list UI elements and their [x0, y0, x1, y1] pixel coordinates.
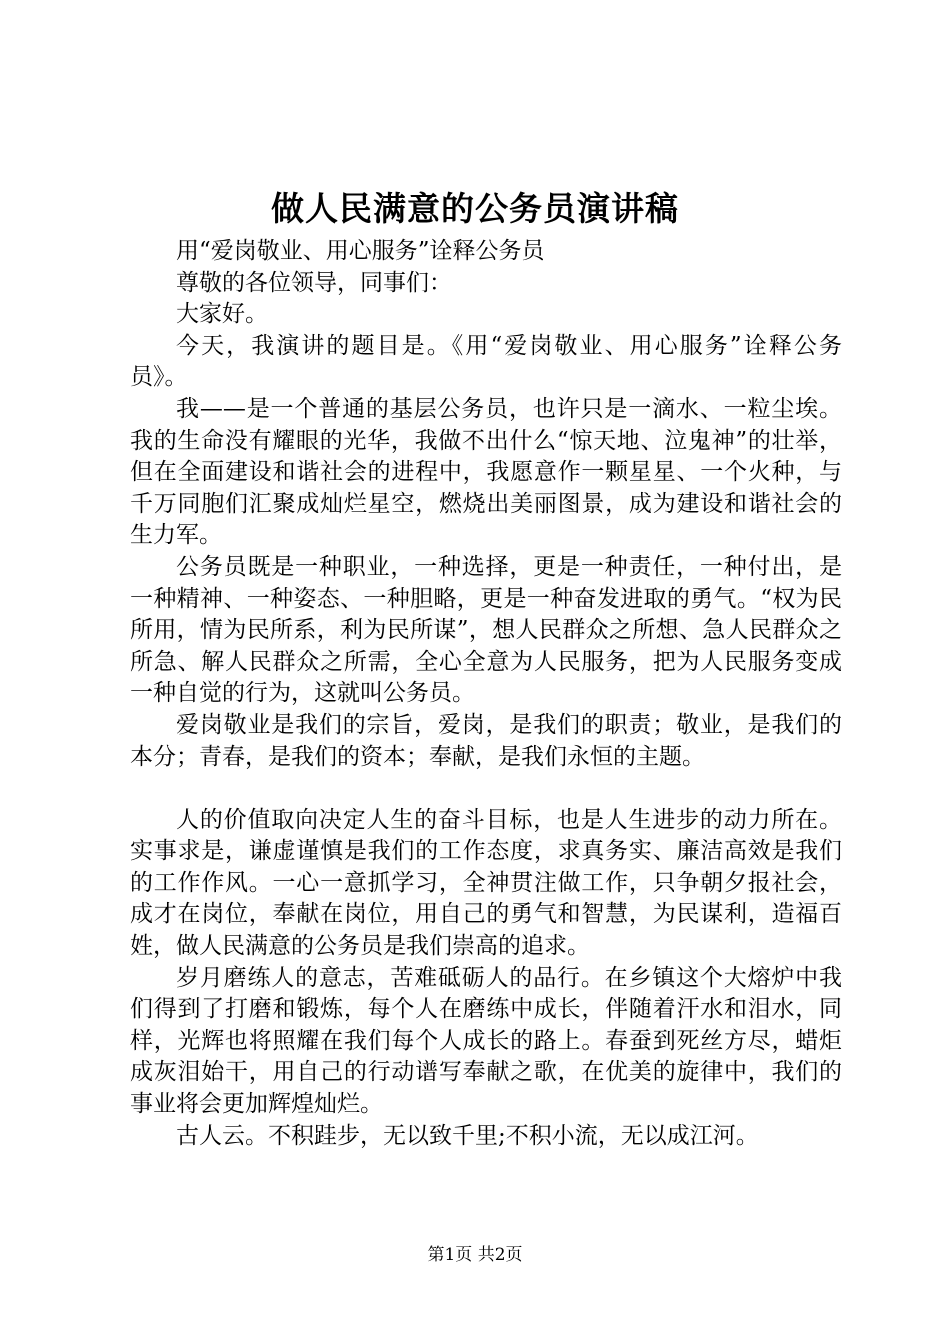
page-number-footer: 第1页 共2页 [427, 1245, 523, 1265]
subtitle-paragraph: 用“爱岗敬业、用心服务”诠释公务员 [176, 238, 545, 264]
greeting-paragraph: 大家好。 [176, 301, 268, 328]
body-paragraph: 公务员既是一种职业，一种选择，更是一种责任，一种付出，是一种精神、一种姿态、一种胆略，更是一种奋发进取的勇气。“权为民所用，情为民所系，利为民所谋”，想人民群众之所想、急人民群众之所急、解人民群众之所需，全心全意为人民服务，把为人民服务变成一种自觉的行为，这就叫公务员。 [130, 553, 842, 707]
body-paragraph: 岁月磨练人的意志，苦难砥砺人的品行。在乡镇这个大熔炉中我们得到了打磨和锻炼，每个人在磨练中成长，伴随着汗水和泪水，同样，光辉也将照耀在我们每个人成长的路上。春蚕到死丝方尽，蜡炬成灰泪始干，用自己的行动谱写奉献之歌，在优美的旋律中，我们的事业将会更加辉煌灿烂。 [130, 964, 842, 1118]
document-title: 做人民满意的公务员演讲稿 [271, 189, 679, 228]
body-paragraph: 我——是一个普通的基层公务员，也许只是一滴水、一粒尘埃。我的生命没有耀眼的光华，我做不出什么“惊天地、泣鬼神”的壮举，但在全面建设和谐社会的进程中，我愿意作一颗星星、一个火种，与千万同胞们汇聚成灿烂星空，燃烧出美丽图景，成为建设和谐社会的生力军。 [130, 395, 842, 549]
body-paragraph: 古人云。不积跬步，无以致千里;不积小流，无以成江河。 [176, 1122, 759, 1149]
document-body [130, 236, 842, 1152]
body-paragraph: 人的价值取向决定人生的奋斗目标，也是人生进步的动力所在。实事求是，谦虚谨慎是我们的工作态度，求真务实、廉洁高效是我们的工作作风。一心一意抓学习，全神贯注做工作，只争朝夕报社会，成才在岗位，奉献在岗位，用自己的勇气和智慧，为民谋利，造福百姓，做人民满意的公务员是我们崇高的追求。 [130, 806, 842, 960]
blank-line [130, 773, 842, 805]
body-paragraph: 爱岗敬业是我们的宗旨，爱岗，是我们的职责；敬业，是我们的本分；青春，是我们的资本；奉献，是我们永恒的主题。 [130, 711, 842, 770]
topic-paragraph: 今天，我演讲的题目是。《用“爱岗敬业、用心服务”诠释公务员》。 [130, 332, 842, 391]
salutation-paragraph: 尊敬的各位领导，同事们： [176, 269, 452, 296]
